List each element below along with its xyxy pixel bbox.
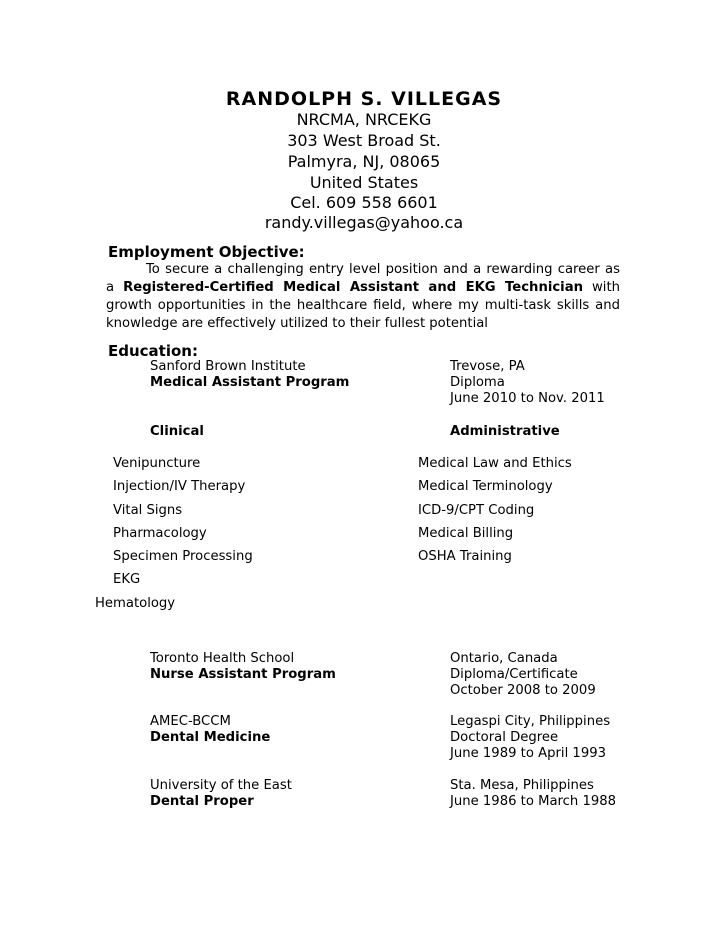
objective-text-end: with growth opportunities in the healthcare field, where my multi-task skills and knowledge are effectively utilized to their fullest potential [106, 280, 620, 331]
objective-paragraph [106, 261, 620, 333]
administrative-skill: Medical Billing [418, 526, 514, 541]
objective-target-role: Registered-Certified Medical Assistant and EKG Technician [123, 280, 583, 295]
attendance-dates: October 2008 to 2009 [450, 683, 596, 698]
school-location: Sta. Mesa, Philippines [450, 778, 594, 793]
school-location: Ontario, Canada [450, 651, 558, 666]
attendance-dates: June 1986 to March 1988 [450, 794, 617, 809]
attendance-dates: June 1989 to April 1993 [450, 746, 606, 761]
email-address: randy.villegas@yahoo.ca [264, 213, 464, 232]
clinical-skills-heading: Clinical [150, 424, 204, 439]
attendance-dates: June 2010 to Nov. 2011 [450, 391, 605, 406]
clinical-skill: Pharmacology [113, 526, 207, 541]
clinical-skill: Vital Signs [113, 503, 183, 518]
administrative-skill: Medical Law and Ethics [418, 456, 572, 471]
school-location: Trevose, PA [450, 359, 525, 374]
program-name: Nurse Assistant Program [150, 667, 336, 682]
school-name: Toronto Health School [150, 651, 295, 666]
school-location: Legaspi City, Philippines [450, 714, 611, 729]
school-name: University of the East [150, 778, 292, 793]
program-name: Dental Proper [150, 794, 254, 809]
objective-heading: Employment Objective: [108, 243, 305, 261]
clinical-skill: Specimen Processing [113, 549, 253, 564]
school-name: Sanford Brown Institute [150, 359, 306, 374]
administrative-skill: Medical Terminology [418, 479, 553, 494]
city-state-zip: Palmyra, NJ, 08065 [287, 152, 441, 171]
clinical-skill: Injection/IV Therapy [113, 479, 246, 494]
administrative-skills-heading: Administrative [450, 424, 560, 439]
education-heading: Education: [108, 342, 198, 360]
country: United States [309, 173, 419, 192]
clinical-skill: Venipuncture [113, 456, 201, 471]
objective-text-start: To secure a challenging entry level position and a rewarding career as a [106, 262, 620, 295]
administrative-skill: OSHA Training [418, 549, 512, 564]
school-name: AMEC-BCCM [150, 714, 231, 729]
administrative-skill: ICD-9/CPT Coding [418, 503, 535, 518]
credential: Diploma [450, 375, 505, 390]
credential: Diploma/Certificate [450, 667, 578, 682]
clinical-skill: EKG [113, 572, 141, 587]
credential: Doctoral Degree [450, 730, 559, 745]
program-name: Dental Medicine [150, 730, 271, 745]
credentials: NRCMA, NRCEKG [296, 110, 432, 129]
applicant-name: RANDOLPH S. VILLEGAS [225, 88, 503, 110]
clinical-skill: Hematology [95, 596, 176, 611]
program-name: Medical Assistant Program [150, 375, 350, 390]
street-address: 303 West Broad St. [287, 131, 441, 150]
phone-number: Cel. 609 558 6601 [290, 193, 438, 212]
